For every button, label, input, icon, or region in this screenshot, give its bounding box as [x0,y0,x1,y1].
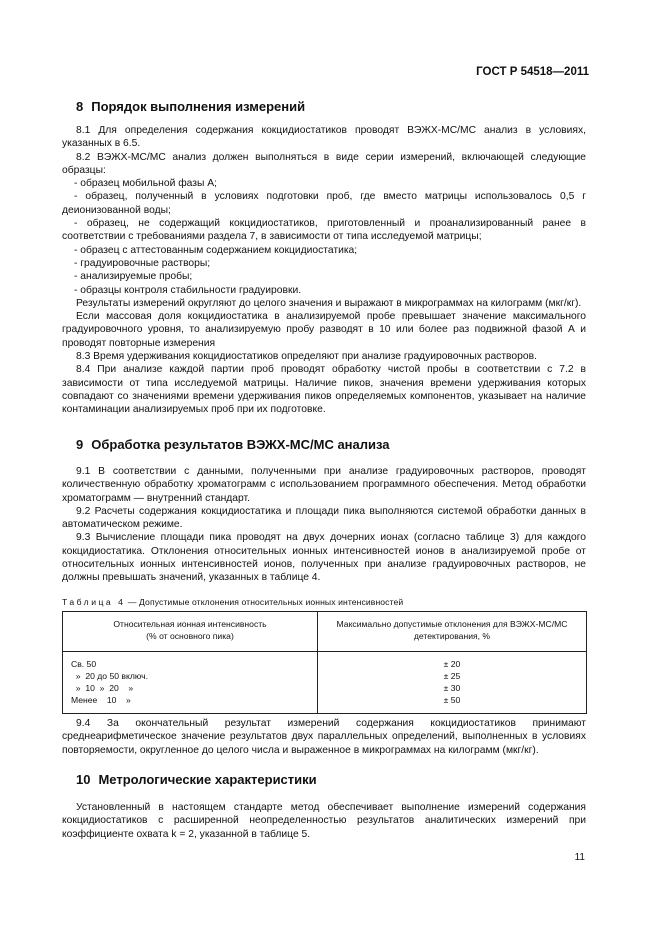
paragraph-10: Установленный в настоящем стандарте метод обеспечивает выполнение измерений содержания кокцидиостатиков с расширенной неопределенностью результатов аналитических измерений при коэффициенте охвата k = 2, указанной в таблице 5. [62,802,586,840]
table-row [63,652,587,714]
section-8-heading [76,99,305,114]
paragraph-9-3: 9.3 Вычисление площади пика проводят на двух дочерних ионах (согласно таблице 3) для каждого кокцидиостатика. Отклонения относительных ионных интенсивностей ионов в анализируемой пробе от относительных ионных интенсивностей ионов, полученных при анализе градуировочных растворов, не должны превышать значений, указанных в таблице 4. [62,532,586,584]
deviation-cell [318,652,587,714]
deviation-value: ± 25 [443,671,461,681]
intensity-value: Менее 10 » [71,695,131,705]
section-9-heading [76,437,390,452]
deviation-value: ± 50 [443,695,461,705]
paragraph-8-4: 8.4 При анализе каждой партии проб проводят обработку чистой пробы в соответствии с 7.2 в зависимости от типа исследуемой матрицы. Наличие пиков, значения времени удерживания которых совпадают со значениями времени удерживания пиков определяемых компонентов, указывает на наличие контаминации анализируемых проб при их подготовке. [62,364,586,416]
deviation-value: ± 30 [443,683,461,693]
table-4-title: — Допустимые отклонения относительных ионных интенсивностей [125,597,404,607]
paragraph-8-3: 8.3 Время удерживания кокцидиостатиков определяют при анализе градуировочных растворов. [76,351,537,363]
intensity-value: » 20 до 50 включ. [71,671,148,681]
list-item: - образец мобильной фазы А; [74,178,217,190]
section-8-number: 8 [76,99,84,114]
standard-number: ГОСТ Р 54518—2011 [476,66,589,78]
section-9-title: Обработка результатов ВЭЖХ-МС/МС анализа [91,437,390,452]
table-4-label: Таблица 4 [62,597,126,607]
intensity-value: Св. 50 [71,659,97,669]
paragraph-8-1: 8.1 Для определения содержания кокцидиостатиков проводят ВЭЖХ-МС/МС анализ в условиях, указанных в 6.5. [62,125,586,150]
list-item: - анализируемые пробы; [74,271,193,283]
section-10-body [62,801,586,841]
paragraph-9-4: 9.4 За окончательный результат измерений содержания кокцидиостатиков принимают среднеарифметическое значение результатов двух параллельных определений, выполненных в условиях повторяемости, округленное до целого числа и выраженное в микрограммах на килограмм (мкг/кг). [62,718,586,756]
section-9-number: 9 [76,437,84,452]
column-header-intensity: Относительная ионная интенсивность (% от основного пика) [63,612,318,652]
list-item: - образец, полученный в условиях подготовки проб, где вместо матрицы использовалось 0,5 г деионизованной воды; [62,191,586,216]
section-9-body [62,465,586,585]
section-8-title: Порядок выполнения измерений [91,99,306,114]
deviation-value: ± 20 [443,659,461,669]
section-10-number: 10 [76,772,91,787]
section-9-4-body [62,717,586,757]
list-item: - образцы контроля стабильности градуировки. [74,284,302,296]
table-4-caption [62,597,586,607]
list-item: - образец, не содержащий кокцидиостатиков, приготовленный и проанализированный ранее в соответствии с требованиями раздела 7, в зависимости от типа исследуемой матрицы; [62,218,586,243]
column-header-deviation: Максимально допустимые отклонения для ВЭЖХ-МС/МС детектирования, % [318,612,587,652]
section-10-heading [76,772,317,787]
page-number: 11 [574,852,585,863]
section-10-title: Метрологические характеристики [98,772,317,787]
paragraph-dilution: Если массовая доля кокцидиостатика в анализируемой пробе превышает значение максимального градуировочного уровня, то анализируемую пробу разводят в 10 или более раз подвижной фазой А и проводят повторные измерения [62,311,586,349]
table-header-row [63,612,587,652]
intensity-value: » 10 » 20 » [71,683,134,693]
paragraph-9-1: 9.1 В соответствии с данными, полученными при анализе градуировочных растворов, проводят количественную обработку хроматограмм с использованием программного обеспечения. Метод обработки хроматограмм — внутренний стандарт. [62,466,586,504]
list-item: - образец с аттестованным содержанием кокцидиостатика; [74,244,358,256]
table-4 [62,611,587,714]
paragraph-rounding: Результаты измерений округляют до целого значения и выражают в микрограммах на килограмм (мкг/кг). [76,297,582,309]
section-8-body [62,124,586,417]
paragraph-9-2: 9.2 Расчеты содержания кокцидиостатика и площади пика выполняются системой обработки данных в автоматическом режиме. [62,505,586,531]
list-item: - градуировочные растворы; [74,257,211,269]
intensity-cell [63,652,318,714]
paragraph-8-2: 8.2 ВЭЖХ-МС/МС анализ должен выполняться в виде серии измерений, включающей следующие образцы: [62,151,586,176]
